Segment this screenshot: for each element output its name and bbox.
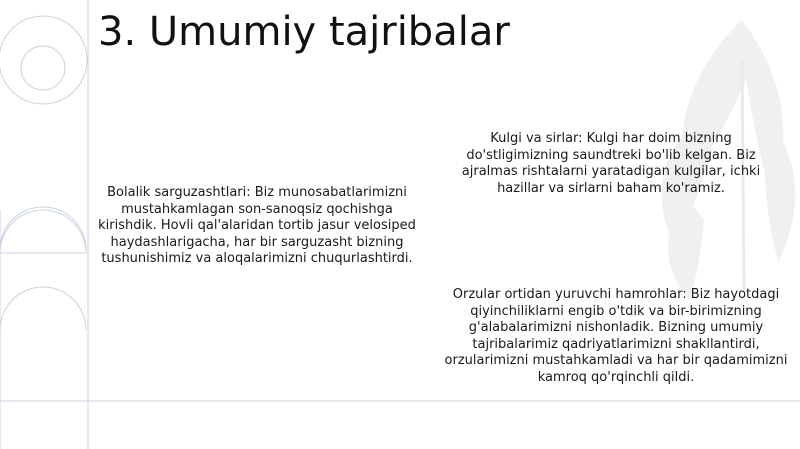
lower-arch-outline (0, 287, 86, 330)
upper-arch-curve (0, 210, 86, 253)
upper-arch-outline (0, 207, 86, 253)
laughter-secrets-text: Kulgi va sirlar: Kulgi har doim bizning do'stligimizning saundtreki bo'lib kelgan. Biz ajralmas rishtalarni yaratadigan kulgilar, ichki hazillar va sirlarni baham ko'ramiz. (461, 131, 761, 196)
childhood-adventures-text: Bolalik sarguzashtlari: Biz munosabatlarimizni mustahkamlagan son-sanoqsiz qochishga kirishdik. Hovli qal'alaridan tortib jasur velosiped haydashlarigacha, har bir sarguzasht bizning tushunishimiz va aloqalarimizni chuqurlashtirdi. (98, 185, 416, 266)
large-circle-outline (0, 16, 87, 104)
dream-companions-text: Orzular ortidan yuruvchi hamrohlar: Biz hayotdagi qiyinchiliklarni engib o'tdik va bir-birimizning g'alabalarimizni nishonladik. Bizning umumiy tajribalarimiz qadriyatlarimizni shakllantirdi, orzularimizni mustahkamladi va har bir qadamimizni kamroq qo'rqinchli qildi. (444, 287, 788, 385)
slide-title: 3. Umumiy tajribalar (98, 9, 510, 55)
small-circle-outline (21, 46, 65, 90)
